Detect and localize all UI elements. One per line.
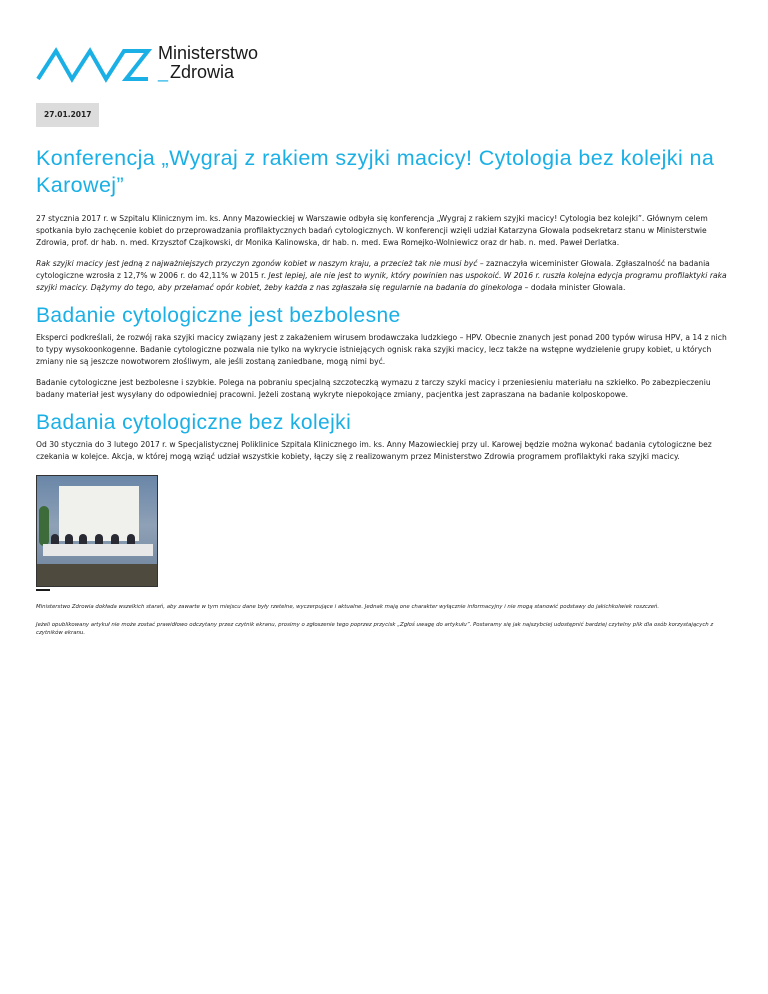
floor	[37, 564, 157, 586]
section-heading-painless: Badanie cytologiczne jest bezbolesne	[36, 304, 401, 327]
intro-paragraph: 27 stycznia 2017 r. w Szpitalu Klinicznym im. ks. Anny Mazowieckiej w Warszawie odbyła się konferencja „Wygraj z rakiem szyjki macicy! Cytologia bez kolejki”. Głównym celem spotkania było zachęcenie kobiet do przeprowadzania profilaktycznych badań cytologicznych. W konferencji wzięli udział Katarzyna Głowala podsekretarz stanu w Ministerstwie Zdrowia, prof. dr hab. n. med. Krzysztof Czajkowski, dr Monika Kalinowska, dr hab. n. med. Ewa Romejko-Wolniewicz oraz dr hab. n. med. Paweł Derlatka.	[36, 214, 708, 247]
logo-line2: Zdrowia	[170, 62, 235, 82]
quote-paragraph	[36, 258, 736, 294]
disclaimer-text: Ministerstwo Zdrowia dokłada wszelkich starań, aby zawarte w tym miejscu dane były rzetelne, wyczerpujące i aktualne. Jednak mają one charakter wyłącznie informacyjny i nie mogą stanowić podstawy do jakichkolwiek roszczeń.	[36, 604, 660, 610]
photo-caption-bar	[36, 589, 50, 591]
ministry-logo[interactable]	[36, 43, 276, 85]
conference-photo[interactable]	[36, 475, 158, 587]
projector-screen	[59, 486, 139, 541]
panel-table	[43, 544, 153, 556]
logo-line1: Ministerstwo	[158, 43, 259, 63]
accessibility-text: Jeżeli opublikowany artykuł nie może zostać prawidłowo odczytany przez czytnik ekranu, prosimy o zgłoszenie tego poprzez przycisk „Zgłoś uwagę do artykułu”. Postaramy się jak najszybciej udostępnić bardziej czytelny plik dla osób korzystających z czytników ekranu.	[36, 622, 714, 636]
section1-paragraph-2: Badanie cytologiczne jest bezbolesne i szybkie. Polega na pobraniu specjalną szczoteczką wymazu z tarczy szyki macicy i przeniesieniu materiału na szkiełko. Po zabezpieczeniu badany materiał jest wysyłany do odpowiedniej pracowni. Jeżeli zostaną wykryte niepokojące zmiany, pacjentka jest zapraszana na badanie kolposkopowe.	[36, 378, 711, 399]
quote-plain-a: – zaznaczyła wiceminister Głowala. Zgłaszalność na badania cytologiczne wzrosła z 12,7% w 2006 r. do 42,11% w 2015 r.	[36, 259, 710, 280]
logo-text	[158, 44, 258, 82]
quote-text-a: Rak szyjki macicy jest jedną z najważniejszych przyczyn zgonów kobiet w naszym kraju, a przecież tak nie musi być	[36, 259, 478, 268]
logo-dash: _	[158, 62, 169, 82]
section-heading-no-queue: Badania cytologiczne bez kolejki	[36, 411, 352, 434]
logo-line2-wrap	[158, 63, 258, 82]
article	[36, 145, 736, 637]
section1-paragraph-1: Eksperci podkreślali, że rozwój raka szyjki macicy związany jest z zakażeniem wirusem brodawczaka ludzkiego – HPV. Obecnie znanych jest ponad 200 typów wirusa HPV, a 14 z nich to typy wysokoonkogenne. Badanie cytologiczne pozwala nie tylko na wykrycie istniejących ognisk raka szyjki macicy, lecz także na wstępne wydzielenie grupy kobiet, u których zmiany nie są jeszcze nowotworem złośliwym, ale jeśli zostaną zaniedbane, mogą nimi być.	[36, 333, 727, 366]
date-badge: 27.01.2017	[36, 103, 99, 127]
article-title: Konferencja „Wygraj z rakiem szyjki macicy! Cytologia bez kolejki na Karowej”	[36, 146, 715, 197]
quote-text-b: Jest lepiej, ale nie jest to wynik, który powinien nas uspokoić. W 2016 r. ruszła kolejna edycja programu profilaktyki raka szyjki macicy. Dążymy do tego, aby przełamać opór kobiet, żeby każda z nas zgłaszała się regularnie na badania do ginekologa	[36, 271, 727, 292]
plant	[39, 506, 49, 546]
ministry-wave-logo-icon	[36, 43, 154, 83]
section2-paragraph-1: Od 30 stycznia do 3 lutego 2017 r. w Specjalistycznej Poliklinice Szpitala Klinicznego im. ks. Anny Mazowieckiej przy ul. Karowej będzie można wykonać badania cytologiczne bez czekania w kolejce. Akcja, w której mogą wziąć udział wszystkie kobiety, łączy się z realizowanym przez Ministerstwo Zdrowia programem profilaktyki raka szyjki macicy.	[36, 440, 712, 461]
quote-plain-b: – dodała minister Głowala.	[522, 283, 626, 292]
